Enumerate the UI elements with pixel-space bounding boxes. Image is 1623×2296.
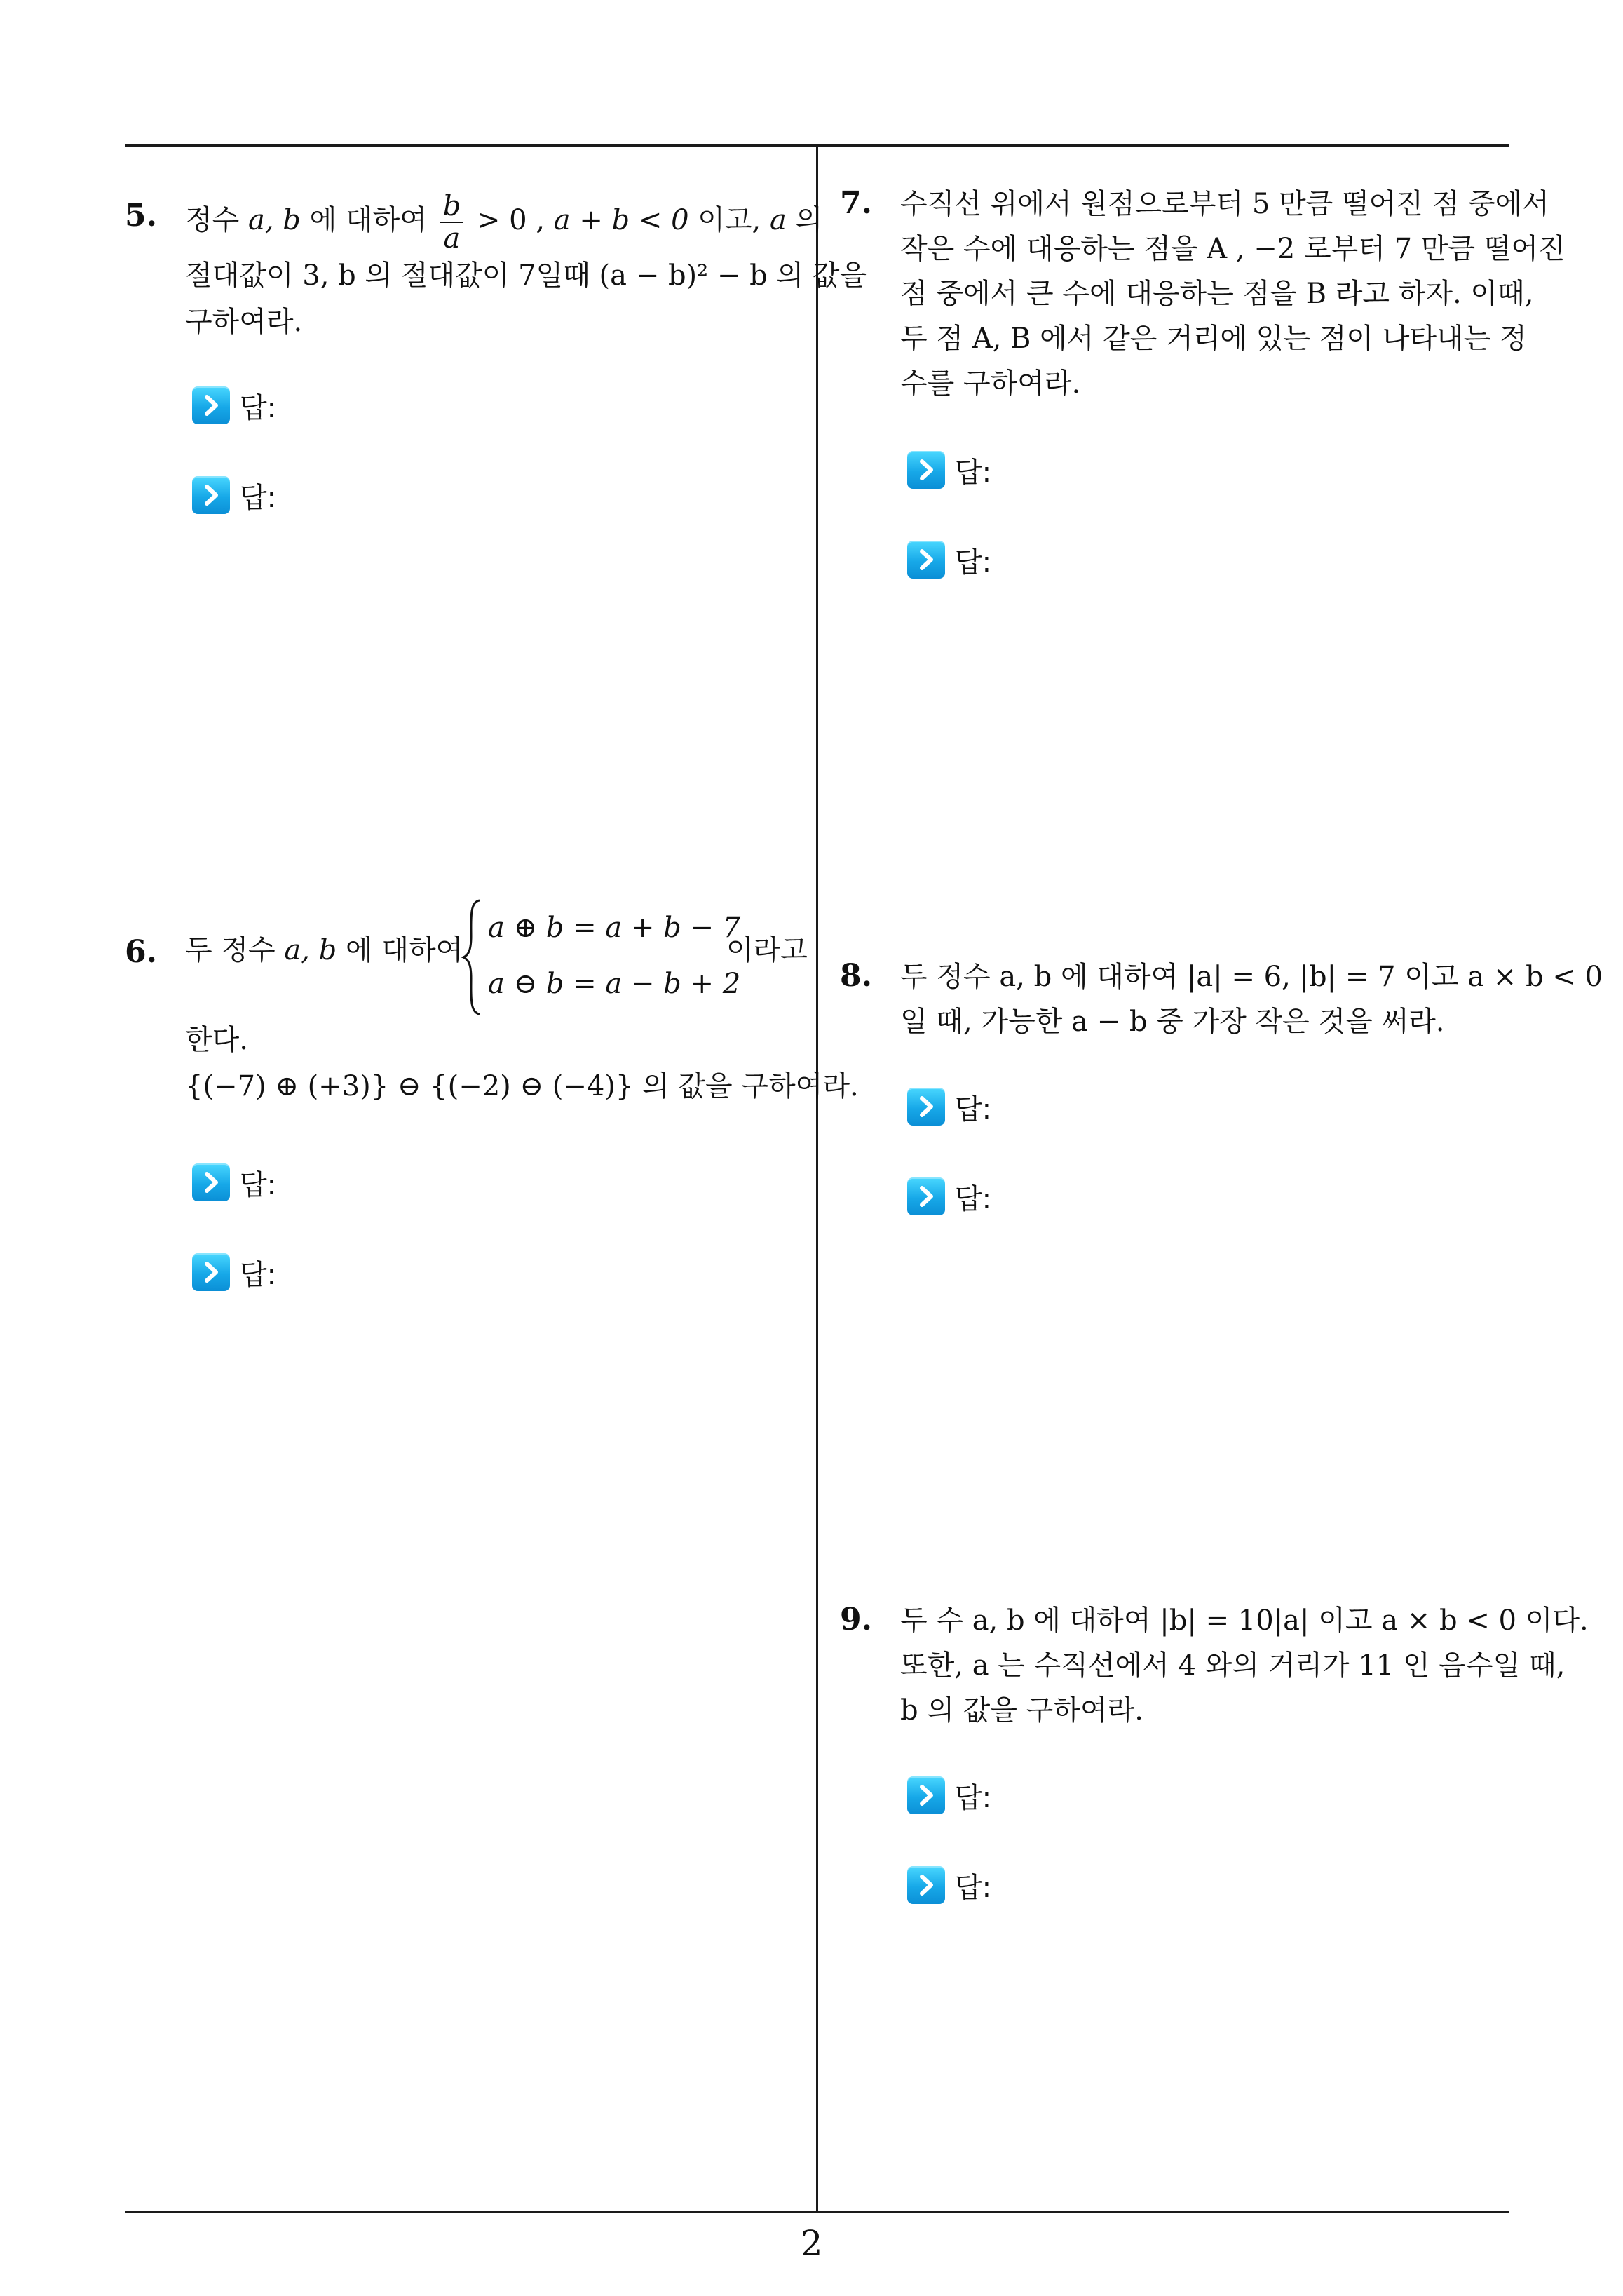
- fraction-b-over-a: $\frac{b}{a}$: [440, 191, 464, 254]
- left-brace: [461, 898, 482, 1017]
- bottom-rule: [125, 2211, 1509, 2213]
- answer-field-1[interactable]: [192, 386, 276, 425]
- answer-field-1[interactable]: [907, 1776, 991, 1815]
- chevron-right-icon: [907, 541, 945, 579]
- answer-label: 답:: [955, 1871, 992, 1904]
- problem-7: [840, 181, 1566, 588]
- problem-text-line-1: 두 수 a, b 에 대하여 |b| = 10|a| 이고 a × b < 0 이다.: [900, 1605, 1589, 1637]
- problem-text-line-2: 절대값이 3, b 의 절대값이 7일때 (a − b)² − b 의 값을: [185, 259, 867, 292]
- problem-text-line-1: 정수 a, b 에 대하여 $\frac{b}{a}$ > 0 , a + b < 0 이고, a 의: [185, 190, 823, 255]
- answer-field-2[interactable]: [192, 475, 276, 515]
- answer-label: 답:: [955, 1781, 992, 1814]
- answer-field-1[interactable]: [192, 1163, 276, 1202]
- problem-5: [125, 190, 867, 533]
- answer-label: 답:: [240, 391, 277, 424]
- answer-label: 답:: [240, 1258, 277, 1291]
- answer-label: 답:: [955, 1093, 992, 1126]
- problem-text-line-1: 두 정수 a, b 에 대하여: [185, 934, 463, 966]
- problem-text-line-3: {(−7) ⊕ (+3)} ⊖ {(−2) ⊖ (−4)} 의 값을 구하여라.: [185, 1070, 859, 1102]
- chevron-right-icon: [907, 1177, 945, 1215]
- problem-text-line-2: 한다.: [185, 1024, 248, 1056]
- chevron-right-icon: [192, 476, 230, 514]
- problem-number: 6.: [125, 934, 157, 970]
- problem-text-line-3: b 의 값을 구하여라.: [900, 1694, 1143, 1727]
- problem-text-line-2: 작은 수에 대응하는 점을 A , −2 로부터 7 만큼 떨어진: [900, 233, 1566, 265]
- chevron-right-icon: [192, 1163, 230, 1201]
- chevron-right-icon: [907, 1866, 945, 1904]
- problem-text-line-1-end: 이라고: [726, 934, 808, 966]
- problem-text-line-4: 두 점 A, B 에서 같은 거리에 있는 점이 나타내는 정: [900, 323, 1527, 355]
- problem-text-line-1: 두 정수 a, b 에 대하여 |a| = 6, |b| = 7 이고 a × b < 0: [900, 961, 1603, 993]
- problem-text-line-2: 또한, a 는 수직선에서 4 와의 거리가 11 인 음수일 때,: [900, 1649, 1566, 1682]
- problem-text-line-3: 구하여라.: [185, 306, 303, 338]
- chevron-right-icon: [192, 386, 230, 424]
- case-oplus: a ⊕ b = a + b − 7: [488, 912, 741, 944]
- answer-field-1[interactable]: [907, 1087, 991, 1126]
- problem-8: [840, 954, 1603, 1234]
- answer-label: 답:: [240, 481, 277, 514]
- problem-number: 5.: [125, 198, 157, 234]
- problem-text-line-3: 점 중에서 큰 수에 대응하는 점을 B 라고 하자. 이때,: [900, 278, 1534, 310]
- chevron-right-icon: [907, 451, 945, 489]
- definition-cases: [461, 898, 742, 1017]
- case-ominus: a ⊖ b = a − b + 2: [488, 968, 741, 1000]
- problem-number: 9.: [840, 1602, 872, 1637]
- answer-label: 답:: [955, 1182, 992, 1215]
- answer-field-2[interactable]: [192, 1252, 276, 1292]
- answer-label: 답:: [955, 546, 992, 579]
- answer-label: 답:: [240, 1168, 277, 1201]
- chevron-right-icon: [192, 1253, 230, 1291]
- problem-9: [840, 1598, 1589, 1920]
- answer-field-2[interactable]: [907, 1177, 991, 1216]
- answer-field-2[interactable]: [907, 540, 991, 579]
- problem-6: [125, 898, 859, 1291]
- problem-text-line-5: 수를 구하여라.: [900, 367, 1081, 400]
- problem-text-line-2: 일 때, 가능한 a − b 중 가장 작은 것을 써라.: [900, 1006, 1445, 1038]
- answer-field-1[interactable]: [907, 450, 991, 489]
- answer-label: 답:: [955, 456, 992, 489]
- problem-text-line-1: 수직선 위에서 원점으로부터 5 만큼 떨어진 점 중에서: [900, 188, 1549, 220]
- chevron-right-icon: [907, 1088, 945, 1126]
- problem-number: 7.: [840, 185, 872, 221]
- problem-number: 8.: [840, 958, 872, 994]
- chevron-right-icon: [907, 1776, 945, 1814]
- page-number: 2: [800, 2223, 823, 2264]
- answer-field-2[interactable]: [907, 1865, 991, 1905]
- column-divider: [816, 144, 818, 2213]
